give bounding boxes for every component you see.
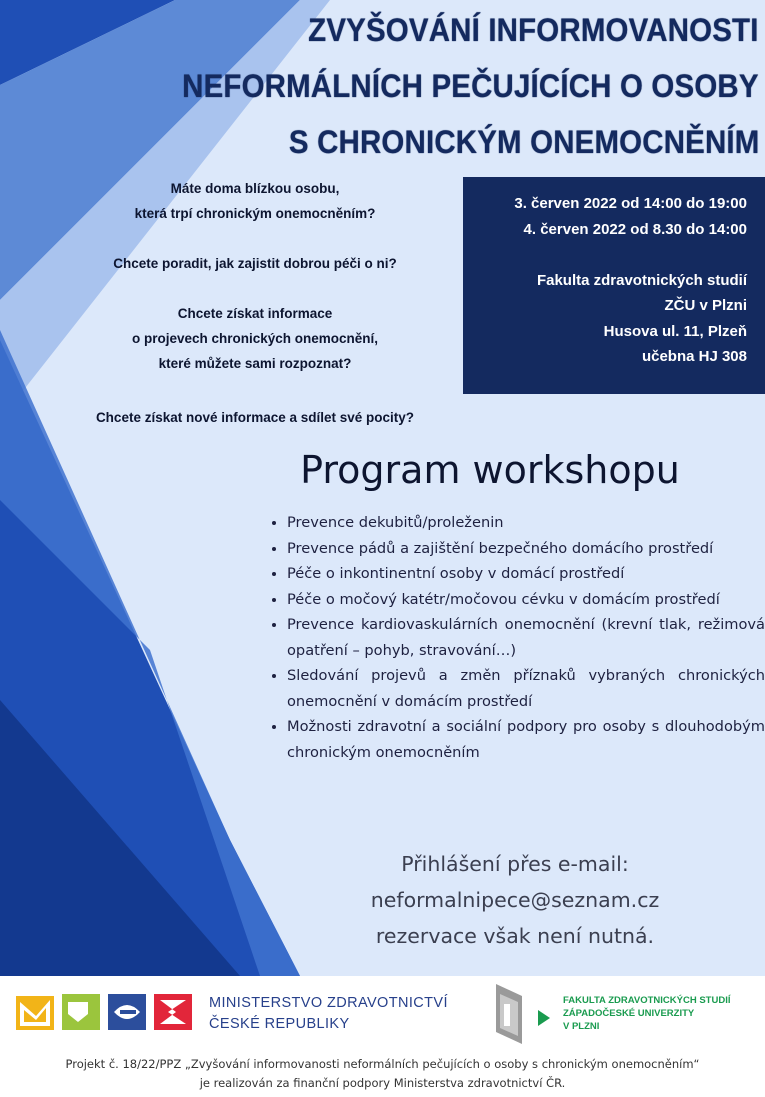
partner-logos-icon — [16, 992, 194, 1032]
faculty-name-line-1: FAKULTA ZDRAVOTNICKÝCH STUDIÍ — [563, 995, 731, 1006]
contact-block — [330, 846, 700, 954]
program-item: • Péče o močový katétr/močovou cévku v domácím prostředí — [287, 587, 765, 613]
venue-line-1: Fakulta zdravotnických studií — [536, 271, 747, 289]
event-date-2: 4. červen 2022 od 8.30 do 14:00 — [523, 220, 747, 238]
ministry-name-line-2: ČESKÉ REPUBLIKY — [209, 1016, 350, 1032]
faculty-logo-text — [563, 994, 730, 1033]
reservation-note: rezervace však není nutná. — [375, 924, 655, 948]
program-item: • Péče o inkontinentní osoby v domácí prostředí — [287, 561, 765, 587]
venue-line-2: ZČU v Plzni — [664, 297, 747, 314]
program-item: • Sledování projevů a změn příznaků vybraných chronických onemocnění v domácím prostředí — [287, 663, 765, 714]
question-2: Chcete poradit, jak zajistit dobrou péči o ni? — [113, 256, 397, 271]
title-line-3: S CHRONICKÝM ONEMOCNĚNÍM — [288, 124, 759, 160]
university-logo-icon — [494, 982, 560, 1048]
event-date-1: 3. červen 2022 od 14:00 do 19:00 — [514, 195, 747, 212]
faculty-name-line-3: V PLZNI — [563, 1021, 600, 1032]
registration-label: Přihlášení přes e-mail: — [401, 852, 629, 876]
program-list — [266, 510, 765, 765]
ministry-name-line-1: MINISTERSTVO ZDRAVOTNICTVÍ — [209, 995, 448, 1011]
program-item: • Možnosti zdravotní a sociální podpory pro osoby s dlouhodobým chronickým onemocněním — [287, 714, 765, 765]
question-3-line-3: které můžete sami rozpoznat? — [158, 356, 352, 371]
questions-block — [60, 176, 450, 376]
project-line-2: je realizován za finanční podpory Ministerstva zdravotnictví ČR. — [199, 1076, 566, 1090]
venue-line-3: Husova ul. 11, Plzeň — [603, 322, 747, 340]
venue-line-4: učebna HJ 308 — [641, 348, 747, 365]
question-1-line-2: která trpí chronickým onemocněním? — [134, 206, 376, 221]
program-item: • Prevence dekubitů/proleženin — [287, 510, 765, 536]
project-info — [0, 1055, 765, 1093]
question-3-line-2: o projevech chronických onemocnění, — [131, 331, 379, 346]
event-info-box — [463, 177, 765, 394]
question-3-line-1: Chcete získat informace — [177, 306, 333, 321]
registration-email[interactable]: neformalnipece@seznam.cz — [370, 888, 660, 912]
program-item: • Prevence pádů a zajištění bezpečného domácího prostředí — [287, 536, 765, 562]
question-4: Chcete získat nové informace a sdílet své pocity? — [95, 410, 415, 425]
program-item: • Prevence kardiovaskulárních onemocnění (krevní tlak, režimová opatření – pohyb, stravování…) — [287, 612, 765, 663]
faculty-name-line-2: ZÁPADOČESKÉ UNIVERZITY — [563, 1008, 695, 1019]
title-line-1: ZVYŠOVÁNÍ INFORMOVANOSTI — [308, 12, 759, 48]
program-title: Program workshopu — [300, 448, 680, 492]
question-1-line-1: Máte doma blízkou osobu, — [170, 181, 340, 196]
ministry-logo-text — [209, 993, 448, 1035]
title-line-2: NEFORMÁLNÍCH PEČUJÍCÍCH O OSOBY — [182, 68, 759, 104]
project-line-1: Projekt č. 18/22/PPZ „Zvyšování informovanosti neformálních pečujících o osoby s chronickým onemocněním“ — [65, 1057, 700, 1071]
